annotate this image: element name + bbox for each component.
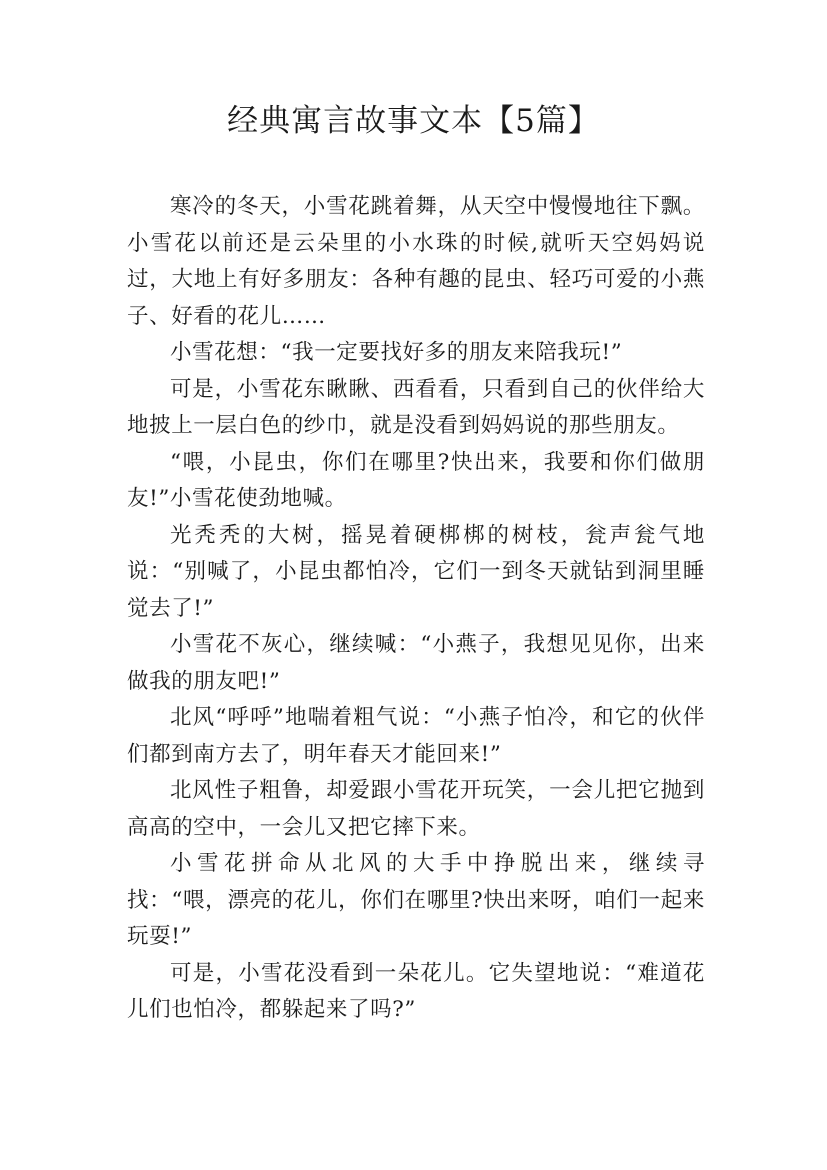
paragraph: 光秃秃的大树，摇晃着硬梆梆的树枝，瓮声瓮气地说：“别喊了，小昆虫都怕冷，它们一到冬天就钻到洞里睡觉去了!” [127,522,705,621]
paragraph: “喂，小昆虫，你们在哪里?快出来，我要和你们做朋友!”小雪花使劲地喊。 [127,449,705,511]
paragraph: 可是，小雪花没看到一朵花儿。它失望地说：“难道花儿们也怕冷，都躲起来了吗?” [127,960,705,1022]
paragraph: 小雪花想：“我一定要找好多的朋友来陪我玩!” [170,340,623,365]
paragraph: 北风“呼呼”地喘着粗气说：“小燕子怕冷，和它的伙伴们都到南方去了，明年春天才能回来!” [127,705,705,767]
document-body [127,189,705,1029]
paragraph: 小雪花不灰心，继续喊：“小燕子，我想见见你，出来做我的朋友吧!” [127,632,705,694]
paragraph: 寒冷的冬天，小雪花跳着舞，从天空中慢慢地往下飘。小雪花以前还是云朵里的小水珠的时候,就听天空妈妈说过，大地上有好多朋友：各种有趣的昆虫、轻巧可爱的小燕子、好看的花儿…… [127,194,705,329]
paragraph: 北风性子粗鲁，却爱跟小雪花开玩笑，一会儿把它抛到高高的空中，一会儿又把它摔下来。 [127,778,705,840]
document-title: 经典寓言故事文本【5篇】 [227,103,600,139]
paragraph: 小雪花拼命从北风的大手中挣脱出来，继续寻找：“喂，漂亮的花儿，你们在哪里?快出来呀，咱们一起来玩耍!” [127,851,705,949]
paragraph: 可是，小雪花东瞅瞅、西看看，只看到自己的伙伴给大地披上一层白色的纱巾，就是没看到妈妈说的那些朋友。 [127,376,705,438]
